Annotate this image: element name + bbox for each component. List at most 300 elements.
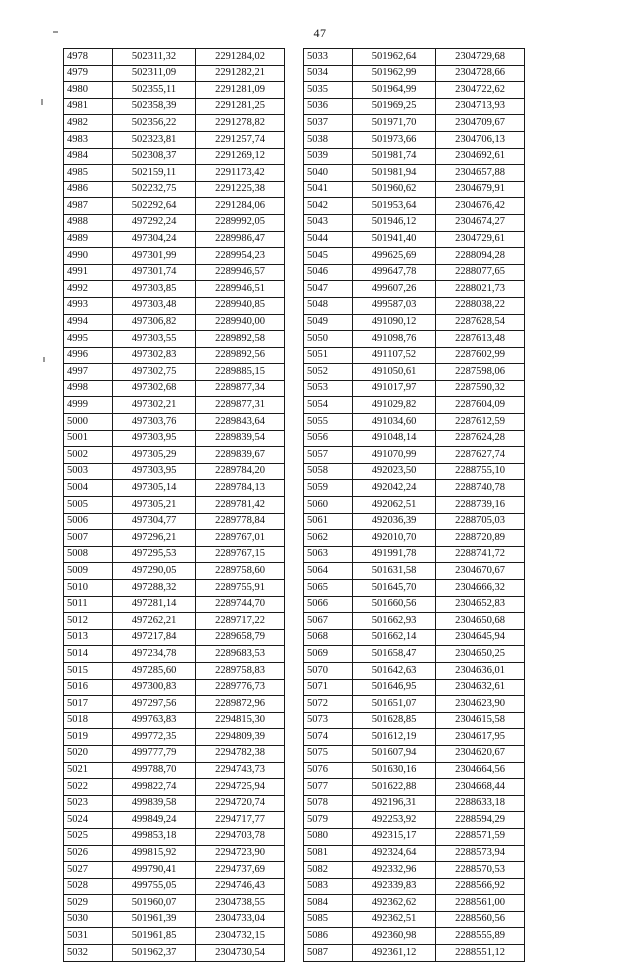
cell-id: 5028 <box>64 878 113 895</box>
cell-id: 5044 <box>304 231 353 248</box>
cell-value1: 497301,74 <box>113 264 196 281</box>
table-row <box>304 613 525 630</box>
cell-id: 5036 <box>304 98 353 115</box>
cell-value2: 2289776,73 <box>196 679 285 696</box>
cell-value2: 2304729,61 <box>436 231 525 248</box>
cell-id: 4981 <box>64 98 113 115</box>
cell-value1: 502311,32 <box>113 49 196 66</box>
table-row <box>64 580 285 597</box>
cell-id: 5070 <box>304 662 353 679</box>
cell-id: 5012 <box>64 613 113 630</box>
cell-value2: 2291225,38 <box>196 181 285 198</box>
coordinate-tables <box>63 48 583 962</box>
cell-id: 5034 <box>304 65 353 82</box>
table-row <box>304 729 525 746</box>
cell-id: 4979 <box>64 65 113 82</box>
table-row <box>64 82 285 99</box>
table-row <box>304 463 525 480</box>
table-row <box>304 231 525 248</box>
cell-id: 5023 <box>64 795 113 812</box>
cell-value1: 499849,24 <box>113 812 196 829</box>
cell-value1: 501981,94 <box>353 165 436 182</box>
cell-value1: 492361,12 <box>353 945 436 962</box>
cell-value2: 2304713,93 <box>436 98 525 115</box>
cell-value2: 2289992,05 <box>196 214 285 231</box>
cell-value2: 2304657,88 <box>436 165 525 182</box>
cell-value1: 502308,37 <box>113 148 196 165</box>
cell-value2: 2289758,60 <box>196 563 285 580</box>
cell-value1: 491098,76 <box>353 331 436 348</box>
cell-id: 5007 <box>64 530 113 547</box>
cell-id: 5006 <box>64 513 113 530</box>
cell-id: 5000 <box>64 414 113 431</box>
cell-value2: 2288551,12 <box>436 945 525 962</box>
cell-value1: 501631,58 <box>353 563 436 580</box>
cell-id: 4990 <box>64 248 113 265</box>
table-row <box>64 729 285 746</box>
cell-value1: 501962,99 <box>353 65 436 82</box>
cell-value1: 499772,35 <box>113 729 196 746</box>
cell-id: 5042 <box>304 198 353 215</box>
table-row <box>64 314 285 331</box>
cell-value1: 502355,11 <box>113 82 196 99</box>
cell-value2: 2289940,85 <box>196 297 285 314</box>
cell-id: 5022 <box>64 779 113 796</box>
table-row <box>304 795 525 812</box>
cell-id: 5076 <box>304 762 353 779</box>
cell-value2: 2288570,53 <box>436 862 525 879</box>
cell-value2: 2289758,83 <box>196 662 285 679</box>
table-row <box>304 281 525 298</box>
cell-value1: 497290,05 <box>113 563 196 580</box>
cell-id: 4987 <box>64 198 113 215</box>
table-row <box>64 49 285 66</box>
table-row <box>64 181 285 198</box>
table-row <box>64 862 285 879</box>
table-row <box>304 812 525 829</box>
cell-value2: 2304623,90 <box>436 696 525 713</box>
cell-id: 5081 <box>304 845 353 862</box>
cell-value2: 2304729,68 <box>436 49 525 66</box>
table-row <box>64 878 285 895</box>
cell-value2: 2291281,09 <box>196 82 285 99</box>
table-row <box>64 745 285 762</box>
cell-value1: 499607,26 <box>353 281 436 298</box>
cell-id: 5033 <box>304 49 353 66</box>
cell-value1: 502323,81 <box>113 131 196 148</box>
table-row <box>304 480 525 497</box>
cell-value1: 499853,18 <box>113 828 196 845</box>
cell-value2: 2288566,92 <box>436 878 525 895</box>
cell-value1: 497302,75 <box>113 364 196 381</box>
cell-value1: 502232,75 <box>113 181 196 198</box>
cell-id: 5077 <box>304 779 353 796</box>
cell-id: 4995 <box>64 331 113 348</box>
table-row <box>304 530 525 547</box>
cell-id: 5084 <box>304 895 353 912</box>
cell-id: 5069 <box>304 646 353 663</box>
table-row <box>64 497 285 514</box>
cell-value2: 2304620,67 <box>436 745 525 762</box>
cell-id: 5053 <box>304 380 353 397</box>
cell-value2: 2304668,44 <box>436 779 525 796</box>
cell-id: 5059 <box>304 480 353 497</box>
cell-value2: 2304674,27 <box>436 214 525 231</box>
table-row <box>64 463 285 480</box>
cell-value1: 501628,85 <box>353 712 436 729</box>
cell-id: 5068 <box>304 629 353 646</box>
cell-value2: 2289784,13 <box>196 480 285 497</box>
cell-value2: 2294743,73 <box>196 762 285 779</box>
cell-id: 4993 <box>64 297 113 314</box>
table-row <box>304 65 525 82</box>
table-row <box>64 414 285 431</box>
cell-id: 5019 <box>64 729 113 746</box>
table-row <box>304 563 525 580</box>
cell-id: 4978 <box>64 49 113 66</box>
table-row <box>304 297 525 314</box>
cell-id: 4988 <box>64 214 113 231</box>
table-row <box>304 862 525 879</box>
cell-value1: 502311,09 <box>113 65 196 82</box>
table-row <box>64 945 285 962</box>
cell-id: 5051 <box>304 347 353 364</box>
cell-value1: 492362,62 <box>353 895 436 912</box>
cell-id: 5067 <box>304 613 353 630</box>
cell-value1: 492332,96 <box>353 862 436 879</box>
cell-value2: 2289946,57 <box>196 264 285 281</box>
cell-value1: 501645,70 <box>353 580 436 597</box>
cell-id: 5010 <box>64 580 113 597</box>
cell-id: 5011 <box>64 596 113 613</box>
cell-id: 5086 <box>304 928 353 945</box>
cell-value2: 2304722,62 <box>436 82 525 99</box>
cell-value2: 2287612,59 <box>436 414 525 431</box>
cell-value1: 492042,24 <box>353 480 436 497</box>
table-row <box>304 513 525 530</box>
cell-value1: 491034,60 <box>353 414 436 431</box>
cell-value1: 497288,32 <box>113 580 196 597</box>
table-row <box>304 895 525 912</box>
cell-value2: 2294815,30 <box>196 712 285 729</box>
cell-value2: 2304632,61 <box>436 679 525 696</box>
cell-value1: 492062,51 <box>353 497 436 514</box>
cell-value2: 2289683,53 <box>196 646 285 663</box>
cell-value1: 501961,39 <box>113 911 196 928</box>
table-row <box>304 629 525 646</box>
table-row <box>64 596 285 613</box>
cell-value2: 2288755,10 <box>436 463 525 480</box>
table-row <box>64 447 285 464</box>
cell-value1: 497303,95 <box>113 430 196 447</box>
cell-id: 5062 <box>304 530 353 547</box>
cell-value1: 499587,03 <box>353 297 436 314</box>
table-row <box>304 148 525 165</box>
cell-id: 4998 <box>64 380 113 397</box>
cell-value2: 2304650,25 <box>436 646 525 663</box>
cell-id: 4994 <box>64 314 113 331</box>
cell-value2: 2289767,01 <box>196 530 285 547</box>
cell-value2: 2304728,66 <box>436 65 525 82</box>
table-row <box>64 148 285 165</box>
cell-value2: 2288094,28 <box>436 248 525 265</box>
table-row <box>64 928 285 945</box>
cell-value1: 497303,85 <box>113 281 196 298</box>
cell-value2: 2294717,77 <box>196 812 285 829</box>
cell-id: 5063 <box>304 546 353 563</box>
table-row <box>304 331 525 348</box>
cell-id: 5072 <box>304 696 353 713</box>
table-row <box>304 380 525 397</box>
table-row <box>304 98 525 115</box>
cell-value1: 492196,31 <box>353 795 436 812</box>
table-row <box>64 248 285 265</box>
cell-value1: 499788,70 <box>113 762 196 779</box>
cell-id: 5052 <box>304 364 353 381</box>
cell-value1: 492315,17 <box>353 828 436 845</box>
cell-value1: 499790,41 <box>113 862 196 879</box>
cell-value2: 2289781,42 <box>196 497 285 514</box>
cell-id: 5056 <box>304 430 353 447</box>
cell-value1: 499763,83 <box>113 712 196 729</box>
cell-value1: 497303,48 <box>113 297 196 314</box>
cell-id: 5075 <box>304 745 353 762</box>
cell-id: 5078 <box>304 795 353 812</box>
cell-id: 5002 <box>64 447 113 464</box>
cell-value2: 2288594,29 <box>436 812 525 829</box>
cell-value1: 497292,24 <box>113 214 196 231</box>
cell-id: 5050 <box>304 331 353 348</box>
cell-value1: 497285,60 <box>113 662 196 679</box>
cell-value1: 497262,21 <box>113 613 196 630</box>
cell-value1: 497217,84 <box>113 629 196 646</box>
cell-id: 5004 <box>64 480 113 497</box>
table-row <box>64 331 285 348</box>
cell-value2: 2294746,43 <box>196 878 285 895</box>
table-row <box>304 497 525 514</box>
cell-id: 5001 <box>64 430 113 447</box>
cell-id: 5021 <box>64 762 113 779</box>
table-row <box>304 928 525 945</box>
cell-id: 5057 <box>304 447 353 464</box>
cell-value2: 2304730,54 <box>196 945 285 962</box>
table-row <box>304 364 525 381</box>
cell-value1: 497297,56 <box>113 696 196 713</box>
cell-value1: 501981,74 <box>353 148 436 165</box>
cell-id: 5066 <box>304 596 353 613</box>
cell-value1: 497234,78 <box>113 646 196 663</box>
cell-value1: 492339,83 <box>353 878 436 895</box>
cell-value2: 2289885,15 <box>196 364 285 381</box>
table-row <box>64 281 285 298</box>
cell-value1: 497305,14 <box>113 480 196 497</box>
cell-id: 5048 <box>304 297 353 314</box>
cell-id: 5009 <box>64 563 113 580</box>
table-row <box>64 712 285 729</box>
cell-id: 5031 <box>64 928 113 945</box>
cell-value2: 2304732,15 <box>196 928 285 945</box>
table-row <box>304 414 525 431</box>
cell-id: 5026 <box>64 845 113 862</box>
table-row <box>304 546 525 563</box>
cell-value1: 502292,64 <box>113 198 196 215</box>
cell-value1: 497303,95 <box>113 463 196 480</box>
cell-value2: 2287628,54 <box>436 314 525 331</box>
cell-value2: 2288633,18 <box>436 795 525 812</box>
cell-value1: 501941,40 <box>353 231 436 248</box>
table-row <box>304 248 525 265</box>
cell-value1: 502159,11 <box>113 165 196 182</box>
table-row <box>304 911 525 928</box>
cell-id: 4996 <box>64 347 113 364</box>
table-row <box>64 115 285 132</box>
cell-value2: 2289843,64 <box>196 414 285 431</box>
cell-id: 5071 <box>304 679 353 696</box>
cell-id: 5049 <box>304 314 353 331</box>
cell-value2: 2288573,94 <box>436 845 525 862</box>
cell-value1: 491070,99 <box>353 447 436 464</box>
cell-value2: 2291281,25 <box>196 98 285 115</box>
table-row <box>304 397 525 414</box>
cell-value1: 497306,82 <box>113 314 196 331</box>
cell-value2: 2304650,68 <box>436 613 525 630</box>
table-row <box>64 895 285 912</box>
table-row <box>304 198 525 215</box>
cell-id: 5035 <box>304 82 353 99</box>
cell-value1: 501630,16 <box>353 762 436 779</box>
page-number: 47 <box>313 26 327 40</box>
cell-value1: 501971,70 <box>353 115 436 132</box>
cell-value2: 2289717,22 <box>196 613 285 630</box>
cell-value1: 492036,39 <box>353 513 436 530</box>
cell-id: 5041 <box>304 181 353 198</box>
cell-id: 5087 <box>304 945 353 962</box>
cell-value2: 2289892,56 <box>196 347 285 364</box>
cell-value1: 499839,58 <box>113 795 196 812</box>
cell-id: 5008 <box>64 546 113 563</box>
cell-value1: 497296,21 <box>113 530 196 547</box>
coordinate-table-left <box>63 48 285 962</box>
cell-value2: 2287598,06 <box>436 364 525 381</box>
cell-id: 5061 <box>304 513 353 530</box>
cell-id: 4984 <box>64 148 113 165</box>
cell-id: 5085 <box>304 911 353 928</box>
table-row <box>64 480 285 497</box>
cell-value2: 2289658,79 <box>196 629 285 646</box>
cell-id: 5055 <box>304 414 353 431</box>
table-row <box>304 580 525 597</box>
table-row <box>64 779 285 796</box>
cell-value1: 501612,19 <box>353 729 436 746</box>
cell-id: 5054 <box>304 397 353 414</box>
cell-value1: 491090,12 <box>353 314 436 331</box>
table-row <box>64 214 285 231</box>
table-row <box>304 214 525 231</box>
cell-value2: 2288741,72 <box>436 546 525 563</box>
cell-value2: 2294809,39 <box>196 729 285 746</box>
cell-value2: 2288705,03 <box>436 513 525 530</box>
coordinate-table-right <box>303 48 525 962</box>
cell-value1: 491991,78 <box>353 546 436 563</box>
cell-value1: 492360,98 <box>353 928 436 945</box>
cell-id: 4992 <box>64 281 113 298</box>
cell-value1: 492253,92 <box>353 812 436 829</box>
cell-id: 5039 <box>304 148 353 165</box>
cell-value2: 2304670,67 <box>436 563 525 580</box>
cell-id: 5058 <box>304 463 353 480</box>
cell-value2: 2304706,13 <box>436 131 525 148</box>
cell-value2: 2289839,67 <box>196 447 285 464</box>
cell-value1: 499815,92 <box>113 845 196 862</box>
table-row <box>64 198 285 215</box>
cell-id: 4980 <box>64 82 113 99</box>
cell-value1: 501660,56 <box>353 596 436 613</box>
cell-value2: 2288038,22 <box>436 297 525 314</box>
cell-value1: 499777,79 <box>113 745 196 762</box>
cell-value2: 2287590,32 <box>436 380 525 397</box>
cell-value1: 501953,64 <box>353 198 436 215</box>
cell-value1: 497302,83 <box>113 347 196 364</box>
table-row <box>304 712 525 729</box>
cell-value2: 2289744,70 <box>196 596 285 613</box>
cell-value1: 497302,21 <box>113 397 196 414</box>
cell-id: 5080 <box>304 828 353 845</box>
table-row <box>304 82 525 99</box>
cell-value2: 2288077,65 <box>436 264 525 281</box>
cell-value1: 497302,68 <box>113 380 196 397</box>
table-row <box>304 745 525 762</box>
table-row <box>64 98 285 115</box>
table-row <box>304 314 525 331</box>
cell-id: 5029 <box>64 895 113 912</box>
table-row <box>64 629 285 646</box>
cell-id: 5032 <box>64 945 113 962</box>
table-row <box>304 828 525 845</box>
cell-value2: 2287613,48 <box>436 331 525 348</box>
cell-id: 5037 <box>304 115 353 132</box>
cell-value1: 497303,76 <box>113 414 196 431</box>
cell-value2: 2288740,78 <box>436 480 525 497</box>
cell-value2: 2291278,82 <box>196 115 285 132</box>
cell-value2: 2304676,42 <box>436 198 525 215</box>
cell-value1: 492010,70 <box>353 530 436 547</box>
table-row <box>64 828 285 845</box>
cell-id: 5064 <box>304 563 353 580</box>
cell-value2: 2287604,09 <box>436 397 525 414</box>
cell-value1: 491029,82 <box>353 397 436 414</box>
cell-id: 4991 <box>64 264 113 281</box>
table-row <box>64 231 285 248</box>
table-row <box>304 447 525 464</box>
cell-id: 5015 <box>64 662 113 679</box>
cell-value2: 2304709,67 <box>436 115 525 132</box>
cell-value2: 2287624,28 <box>436 430 525 447</box>
cell-id: 5024 <box>64 812 113 829</box>
table-row <box>64 264 285 281</box>
table-row <box>304 165 525 182</box>
cell-value2: 2288555,89 <box>436 928 525 945</box>
cell-value2: 2294782,38 <box>196 745 285 762</box>
stray-mark <box>43 357 45 362</box>
cell-value1: 501646,95 <box>353 679 436 696</box>
cell-value2: 2291269,12 <box>196 148 285 165</box>
cell-value2: 2289892,58 <box>196 331 285 348</box>
table-row <box>304 430 525 447</box>
cell-value2: 2304645,94 <box>436 629 525 646</box>
cell-value2: 2289778,84 <box>196 513 285 530</box>
cell-value2: 2289767,15 <box>196 546 285 563</box>
cell-value2: 2289784,20 <box>196 463 285 480</box>
